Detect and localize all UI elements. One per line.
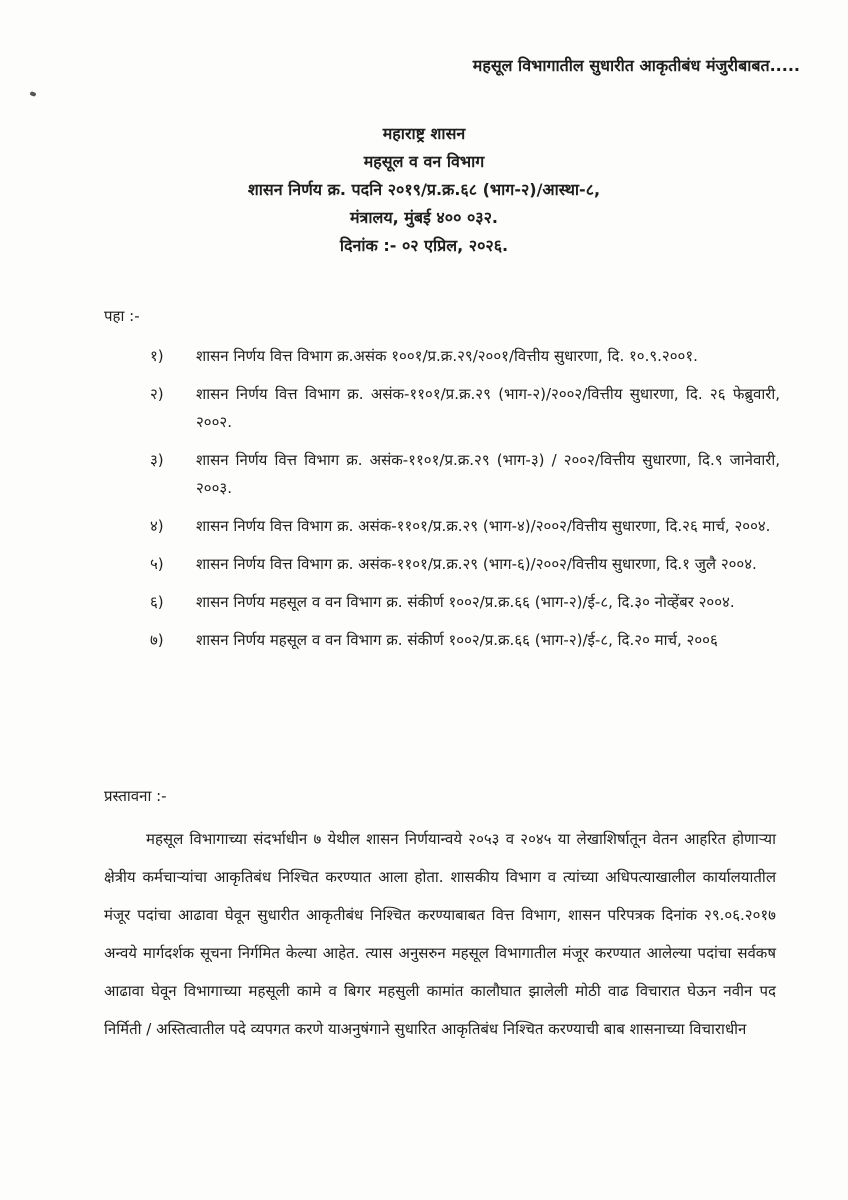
reference-text: शासन निर्णय महसूल व वन विभाग क्र. संकीर्ण १००२/प्र.क्र.६६ (भाग-२)/ई-८, दि.२० मार्च, २००६	[196, 631, 718, 649]
reference-text: शासन निर्णय वित्त विभाग क्र. असंक-११०१/प्र.क्र.२९ (भाग-३) / २००२/वित्तीय सुधारणा, दि.९ जानेवारी, २००३.	[196, 451, 780, 497]
reference-text: शासन निर्णय वित्त विभाग क्र. असंक-११०१/प्र.क्र.२९ (भाग-६)/२००२/वित्तीय सुधारणा, दि.१ जुलै २००४.	[196, 555, 757, 573]
reference-item	[150, 380, 780, 436]
reference-item	[150, 550, 780, 578]
reference-item	[150, 342, 780, 370]
subject-line: महसूल विभागातील सुधारीत आकृतीबंध मंजुरीबाबत.....	[472, 56, 800, 75]
preamble-paragraph: महसूल विभागाच्या संदर्भाधीन ७ येथील शासन निर्णयान्वये २०५३ व २०४५ या लेखाशिर्षातून वेतन आहरित होणाऱ्या क्षेत्रीय कर्मचाऱ्यांचा आकृतिबंध निश्चित करण्यात आला होता. शासकीय विभाग व त्यांच्या अधिपत्याखालील कार्यालयातील मंजूर पदांचा आढावा घेवून सुधारीत आकृतीबंध निश्चित करण्याबाबत वित्त विभाग, शासन परिपत्रक दिनांक २९.०६.२०१७ अन्वये मार्गदर्शक सूचना निर्गमित केल्या आहेत. त्यास अनुसरुन महसूल विभागातील मंजूर करण्यात आलेल्या पदांचा सर्वकष आढावा घेवून विभागाच्या महसूली कामे व बिगर महसुली कामांत कालौघात झालेली मोठी वाढ विचारात घेऊन नवीन पद निर्मिती / अस्तित्वातील पदे व्यपगत करणे याअनुषंगाने सुधारित आकृतिबंध निश्चित करण्याची बाब शासनाच्या विचाराधीन	[104, 830, 776, 1038]
reference-number: ७)	[150, 631, 164, 649]
references-label: पहा :-	[104, 307, 140, 325]
preamble-label: प्रस्तावना :-	[104, 787, 167, 805]
header-date: दिनांक :- ०२ एप्रिल, २०२६.	[339, 236, 509, 255]
scan-speck	[29, 91, 36, 97]
document-header	[0, 120, 848, 260]
header-resolution-number: शासन निर्णय क्र. पदनि २०१९/प्र.क्र.६८ (भाग-२)/आस्था-८,	[247, 180, 601, 199]
reference-number: ३)	[150, 451, 164, 469]
reference-number: ४)	[150, 517, 164, 535]
header-department: महसूल व वन विभाग	[363, 152, 485, 171]
references-list	[150, 342, 780, 664]
header-address: मंत्रालय, मुंबई ४०० ०३२.	[349, 208, 499, 227]
reference-item	[150, 446, 780, 502]
reference-item	[150, 512, 780, 540]
reference-number: २)	[150, 385, 164, 403]
reference-item	[150, 588, 780, 616]
reference-text: शासन निर्णय वित्त विभाग क्र. असंक-११०१/प्र.क्र.२९ (भाग-२)/२००२/वित्तीय सुधारणा, दि. २६ फेब्रुवारी, २००२.	[196, 385, 780, 431]
reference-text: शासन निर्णय वित्त विभाग क्र. असंक-११०१/प्र.क्र.२९ (भाग-४)/२००२/वित्तीय सुधारणा, दि.२६ मार्च, २००४.	[196, 517, 771, 535]
reference-number: ६)	[150, 593, 164, 611]
reference-number: १)	[150, 347, 164, 365]
reference-text: शासन निर्णय वित्त विभाग क्र.असंक १००१/प्र.क्र.२९/२००१/वित्तीय सुधारणा, दि. १०.९.२००१.	[196, 347, 698, 365]
reference-item	[150, 626, 780, 654]
reference-number: ५)	[150, 555, 164, 573]
header-government: महाराष्ट्र शासन	[382, 124, 466, 143]
reference-text: शासन निर्णय महसूल व वन विभाग क्र. संकीर्ण १००२/प्र.क्र.६६ (भाग-२)/ई-८, दि.३० नोव्हेंबर २००४.	[196, 593, 735, 611]
